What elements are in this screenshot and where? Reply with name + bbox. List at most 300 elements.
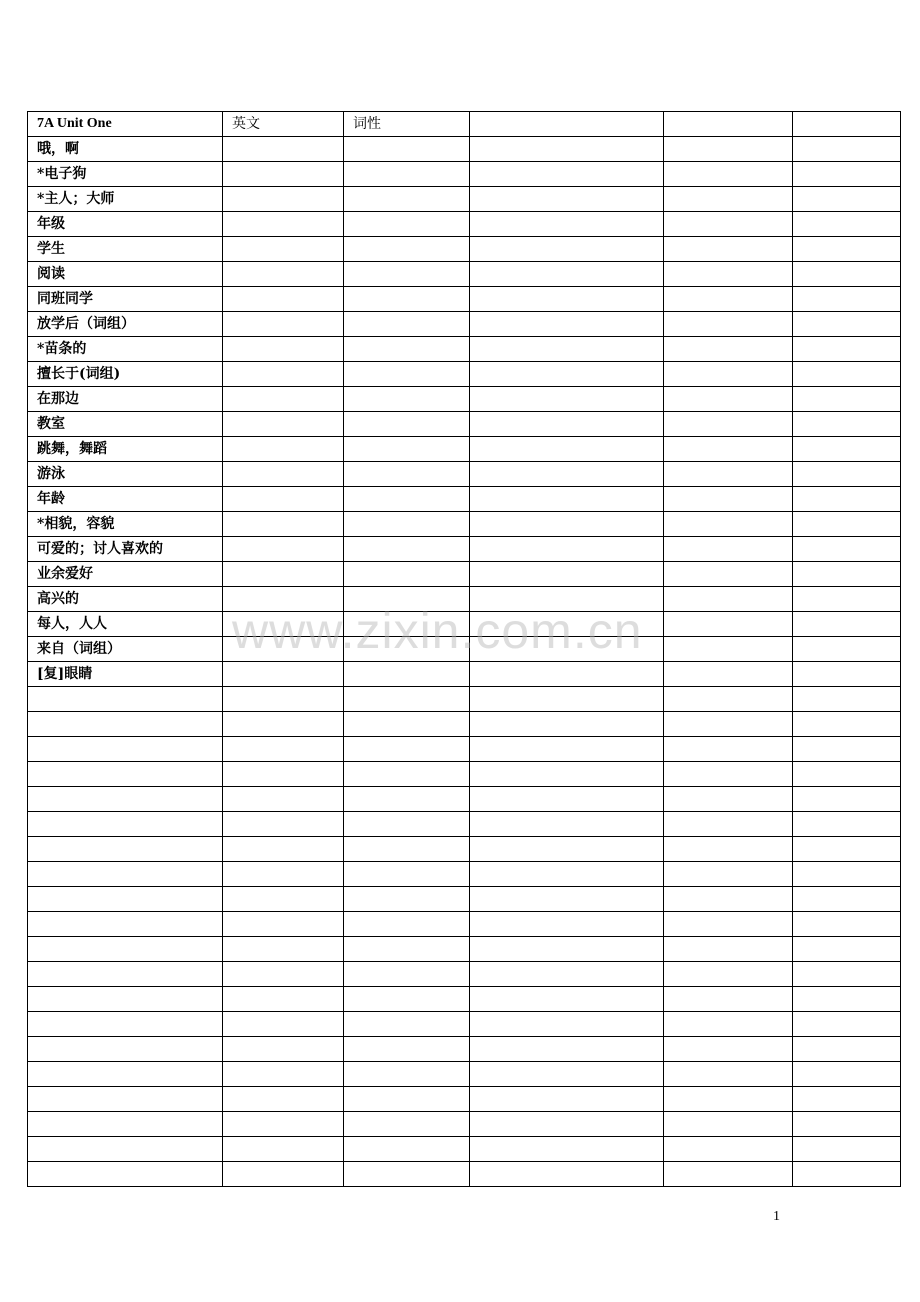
table-cell (223, 1037, 344, 1062)
table-cell (793, 1162, 901, 1187)
table-cell (664, 862, 793, 887)
chinese-term-cell (28, 787, 223, 812)
table-cell (470, 1137, 664, 1162)
table-row (28, 812, 901, 837)
table-row (28, 462, 901, 487)
chinese-term-cell (28, 862, 223, 887)
chinese-term-cell: 阅读 (28, 262, 223, 287)
chinese-term-cell: 放学后（词组） (28, 312, 223, 337)
table-cell (470, 462, 664, 487)
table-cell (223, 687, 344, 712)
table-cell (223, 162, 344, 187)
table-cell (664, 762, 793, 787)
table-cell (793, 562, 901, 587)
table-cell (664, 387, 793, 412)
table-row (28, 712, 901, 737)
table-cell (344, 862, 470, 887)
table-cell (223, 262, 344, 287)
table-cell (664, 137, 793, 162)
table-cell (344, 1112, 470, 1137)
table-cell (664, 312, 793, 337)
table-row (28, 1012, 901, 1037)
table-cell (470, 612, 664, 637)
table-cell (470, 937, 664, 962)
chinese-term-cell (28, 1012, 223, 1037)
table-cell (344, 637, 470, 662)
chinese-term-cell: 学生 (28, 237, 223, 262)
table-cell (793, 1112, 901, 1137)
table-cell (344, 287, 470, 312)
table-row (28, 887, 901, 912)
table-cell (344, 1162, 470, 1187)
table-cell (470, 962, 664, 987)
table-row (28, 212, 901, 237)
table-row (28, 162, 901, 187)
table-cell (344, 587, 470, 612)
table-cell (664, 487, 793, 512)
table-cell (223, 512, 344, 537)
table-row (28, 937, 901, 962)
chinese-term-cell: 年龄 (28, 487, 223, 512)
table-cell (223, 737, 344, 762)
table-cell (793, 212, 901, 237)
table-cell (344, 237, 470, 262)
table-cell (344, 537, 470, 562)
table-cell (470, 687, 664, 712)
table-cell (664, 662, 793, 687)
table-cell (793, 1037, 901, 1062)
table-cell (223, 662, 344, 687)
table-row (28, 287, 901, 312)
table-cell (470, 1012, 664, 1037)
table-cell (470, 237, 664, 262)
table-cell (223, 137, 344, 162)
table-cell (793, 987, 901, 1012)
table-cell (664, 287, 793, 312)
chinese-term-cell: 跳舞，舞蹈 (28, 437, 223, 462)
chinese-term-cell (28, 1162, 223, 1187)
chinese-term-cell: *电子狗 (28, 162, 223, 187)
watermark: www.zixin.com.cn (232, 603, 643, 659)
table-cell (223, 237, 344, 262)
chinese-term-cell: *主人；大师 (28, 187, 223, 212)
table-row (28, 987, 901, 1012)
table-cell (223, 312, 344, 337)
table-cell (223, 937, 344, 962)
table-cell (664, 1137, 793, 1162)
table-cell (223, 387, 344, 412)
table-cell (223, 862, 344, 887)
table-cell (470, 987, 664, 1012)
table-cell (223, 1012, 344, 1037)
chinese-term-cell (28, 812, 223, 837)
table-cell (470, 162, 664, 187)
table-cell (223, 487, 344, 512)
table-cell (793, 762, 901, 787)
table-cell (344, 737, 470, 762)
table-cell (470, 1112, 664, 1137)
table-row (28, 512, 901, 537)
table-cell (793, 587, 901, 612)
table-cell (793, 1012, 901, 1037)
table-cell (344, 162, 470, 187)
table-cell (223, 1087, 344, 1112)
chinese-term-cell (28, 912, 223, 937)
table-cell (664, 1162, 793, 1187)
table-row (28, 1137, 901, 1162)
chinese-term-cell: [复]眼睛 (28, 662, 223, 687)
table-cell (344, 512, 470, 537)
chinese-term-cell (28, 1062, 223, 1087)
table-cell (344, 812, 470, 837)
chinese-term-cell: 哦，啊 (28, 137, 223, 162)
table-cell (793, 712, 901, 737)
table-cell (664, 837, 793, 862)
table-cell (793, 637, 901, 662)
table-cell (664, 637, 793, 662)
table-row (28, 737, 901, 762)
table-row (28, 787, 901, 812)
table-cell (344, 337, 470, 362)
chinese-term-cell (28, 1037, 223, 1062)
table-cell (470, 362, 664, 387)
table-cell (664, 1037, 793, 1062)
table-cell (793, 662, 901, 687)
table-row (28, 312, 901, 337)
table-cell (793, 137, 901, 162)
table-cell (793, 162, 901, 187)
table-cell (470, 637, 664, 662)
chinese-term-cell: 教室 (28, 412, 223, 437)
table-cell (344, 887, 470, 912)
table-cell (664, 987, 793, 1012)
table-cell (664, 412, 793, 437)
table-cell (470, 262, 664, 287)
table-cell (344, 1062, 470, 1087)
table-cell (793, 337, 901, 362)
table-cell (470, 1162, 664, 1187)
table-cell (470, 762, 664, 787)
table-cell (470, 887, 664, 912)
table-cell (793, 912, 901, 937)
table-cell (664, 612, 793, 637)
table-cell (223, 962, 344, 987)
table-row (28, 562, 901, 587)
table-cell (223, 587, 344, 612)
table-cell (223, 837, 344, 862)
table-cell (344, 462, 470, 487)
table-row (28, 587, 901, 612)
table-cell (470, 1087, 664, 1112)
table-cell (793, 187, 901, 212)
table-row (28, 862, 901, 887)
chinese-term-cell (28, 1137, 223, 1162)
table-cell (664, 1087, 793, 1112)
chinese-term-cell: 每人，人人 (28, 612, 223, 637)
table-cell (344, 612, 470, 637)
table-cell (793, 1137, 901, 1162)
table-cell (344, 1037, 470, 1062)
table-row (28, 387, 901, 412)
table-cell (223, 287, 344, 312)
table-row (28, 1087, 901, 1112)
table-cell (470, 212, 664, 237)
table-cell (664, 262, 793, 287)
table-cell (793, 937, 901, 962)
table-cell (470, 187, 664, 212)
table-header-cell-part-of-speech: 词性 (344, 112, 470, 137)
table-row (28, 262, 901, 287)
table-cell (664, 537, 793, 562)
table-cell (344, 762, 470, 787)
table-cell (793, 862, 901, 887)
chinese-term-cell: 擅长于(词组) (28, 362, 223, 387)
chinese-term-cell: 可爱的；讨人喜欢的 (28, 537, 223, 562)
table-cell (470, 912, 664, 937)
table-cell (344, 412, 470, 437)
chinese-term-cell: 同班同学 (28, 287, 223, 312)
table-cell (664, 787, 793, 812)
table-cell (223, 362, 344, 387)
table-cell (344, 562, 470, 587)
table-cell (793, 312, 901, 337)
chinese-term-cell (28, 687, 223, 712)
table-cell (223, 187, 344, 212)
vocabulary-table (27, 111, 901, 1187)
table-cell (344, 1087, 470, 1112)
chinese-term-cell: 在那边 (28, 387, 223, 412)
table-row (28, 362, 901, 387)
table-cell (793, 537, 901, 562)
table-row (28, 437, 901, 462)
table-row (28, 187, 901, 212)
table-cell (344, 687, 470, 712)
table-cell (470, 1037, 664, 1062)
chinese-term-cell: 业余爱好 (28, 562, 223, 587)
table-cell (664, 587, 793, 612)
table-cell (344, 437, 470, 462)
table-cell (470, 512, 664, 537)
table-cell (223, 1112, 344, 1137)
table-row (28, 962, 901, 987)
table-cell (344, 937, 470, 962)
table-row (28, 762, 901, 787)
table-cell (223, 712, 344, 737)
table-cell (223, 912, 344, 937)
table-cell (793, 462, 901, 487)
table-cell (223, 562, 344, 587)
table-cell (793, 362, 901, 387)
table-cell (664, 212, 793, 237)
table-header-cell-title: 7A Unit One (28, 112, 223, 137)
table-cell (223, 1137, 344, 1162)
table-cell (470, 137, 664, 162)
chinese-term-cell (28, 1087, 223, 1112)
table-cell (793, 737, 901, 762)
chinese-term-cell (28, 837, 223, 862)
table-cell (470, 837, 664, 862)
chinese-term-cell (28, 712, 223, 737)
table-cell (793, 437, 901, 462)
table-row (28, 612, 901, 637)
table-row (28, 1162, 901, 1187)
table-cell (344, 262, 470, 287)
table-cell (664, 437, 793, 462)
table-row (28, 912, 901, 937)
chinese-term-cell (28, 962, 223, 987)
table-cell (344, 487, 470, 512)
table-cell (793, 1062, 901, 1087)
table-cell (664, 162, 793, 187)
table-cell (470, 562, 664, 587)
chinese-term-cell (28, 1112, 223, 1137)
table-header-cell-english: 英文 (223, 112, 344, 137)
table-row (28, 537, 901, 562)
table-cell (344, 187, 470, 212)
table-cell (664, 562, 793, 587)
vocabulary-table-body (28, 112, 901, 1187)
table-cell (793, 487, 901, 512)
table-cell (223, 212, 344, 237)
table-cell (664, 812, 793, 837)
table-header-cell (664, 112, 793, 137)
table-header-row (28, 112, 901, 137)
table-row (28, 337, 901, 362)
table-cell (344, 1137, 470, 1162)
table-cell (793, 887, 901, 912)
table-cell (470, 487, 664, 512)
chinese-term-cell: 来自（词组） (28, 637, 223, 662)
table-cell (664, 512, 793, 537)
table-cell (664, 1062, 793, 1087)
table-cell (344, 912, 470, 937)
table-cell (344, 362, 470, 387)
chinese-term-cell (28, 937, 223, 962)
table-cell (793, 787, 901, 812)
chinese-term-cell (28, 987, 223, 1012)
table-cell (793, 512, 901, 537)
table-cell (344, 837, 470, 862)
table-cell (793, 837, 901, 862)
table-cell (223, 1062, 344, 1087)
table-cell (223, 987, 344, 1012)
table-cell (664, 712, 793, 737)
chinese-term-cell: 游泳 (28, 462, 223, 487)
table-cell (470, 387, 664, 412)
table-cell (664, 187, 793, 212)
table-cell (793, 962, 901, 987)
table-cell (470, 862, 664, 887)
table-row (28, 1112, 901, 1137)
table-cell (664, 1112, 793, 1137)
table-cell (793, 287, 901, 312)
chinese-term-cell: 年级 (28, 212, 223, 237)
table-row (28, 412, 901, 437)
table-cell (470, 787, 664, 812)
table-cell (470, 662, 664, 687)
table-row (28, 637, 901, 662)
table-row (28, 662, 901, 687)
table-cell (223, 787, 344, 812)
table-cell (223, 612, 344, 637)
table-cell (223, 537, 344, 562)
table-cell (223, 412, 344, 437)
table-cell (793, 412, 901, 437)
chinese-term-cell: *相貌，容貌 (28, 512, 223, 537)
table-cell (664, 1012, 793, 1037)
table-cell (793, 387, 901, 412)
table-cell (223, 1162, 344, 1187)
table-row (28, 487, 901, 512)
table-cell (793, 812, 901, 837)
table-cell (344, 137, 470, 162)
table-cell (344, 312, 470, 337)
table-cell (223, 462, 344, 487)
table-cell (470, 1062, 664, 1087)
table-cell (664, 337, 793, 362)
table-cell (223, 762, 344, 787)
table-cell (344, 962, 470, 987)
table-cell (664, 737, 793, 762)
table-cell (344, 212, 470, 237)
page-number: 1 (773, 1209, 780, 1224)
table-cell (470, 537, 664, 562)
table-cell (470, 412, 664, 437)
table-cell (470, 437, 664, 462)
table-cell (470, 712, 664, 737)
table-cell (223, 812, 344, 837)
table-cell (664, 687, 793, 712)
table-cell (344, 987, 470, 1012)
table-header-cell (470, 112, 664, 137)
chinese-term-cell (28, 887, 223, 912)
table-cell (344, 387, 470, 412)
table-cell (664, 912, 793, 937)
table-cell (793, 1087, 901, 1112)
table-cell (664, 362, 793, 387)
table-cell (470, 287, 664, 312)
table-row (28, 837, 901, 862)
table-cell (223, 887, 344, 912)
table-row (28, 1062, 901, 1087)
chinese-term-cell (28, 737, 223, 762)
chinese-term-cell: 高兴的 (28, 587, 223, 612)
table-cell (344, 662, 470, 687)
table-cell (793, 687, 901, 712)
table-cell (470, 737, 664, 762)
table-header-cell (793, 112, 901, 137)
table-cell (664, 887, 793, 912)
table-row (28, 237, 901, 262)
table-cell (344, 1012, 470, 1037)
table-cell (223, 337, 344, 362)
table-cell (664, 462, 793, 487)
table-row (28, 137, 901, 162)
chinese-term-cell: *苗条的 (28, 337, 223, 362)
table-cell (344, 712, 470, 737)
table-cell (664, 962, 793, 987)
table-cell (470, 587, 664, 612)
table-cell (793, 612, 901, 637)
table-cell (793, 237, 901, 262)
table-cell (793, 262, 901, 287)
table-cell (223, 437, 344, 462)
table-row (28, 1037, 901, 1062)
table-cell (470, 337, 664, 362)
table-cell (470, 312, 664, 337)
chinese-term-cell (28, 762, 223, 787)
table-cell (223, 637, 344, 662)
